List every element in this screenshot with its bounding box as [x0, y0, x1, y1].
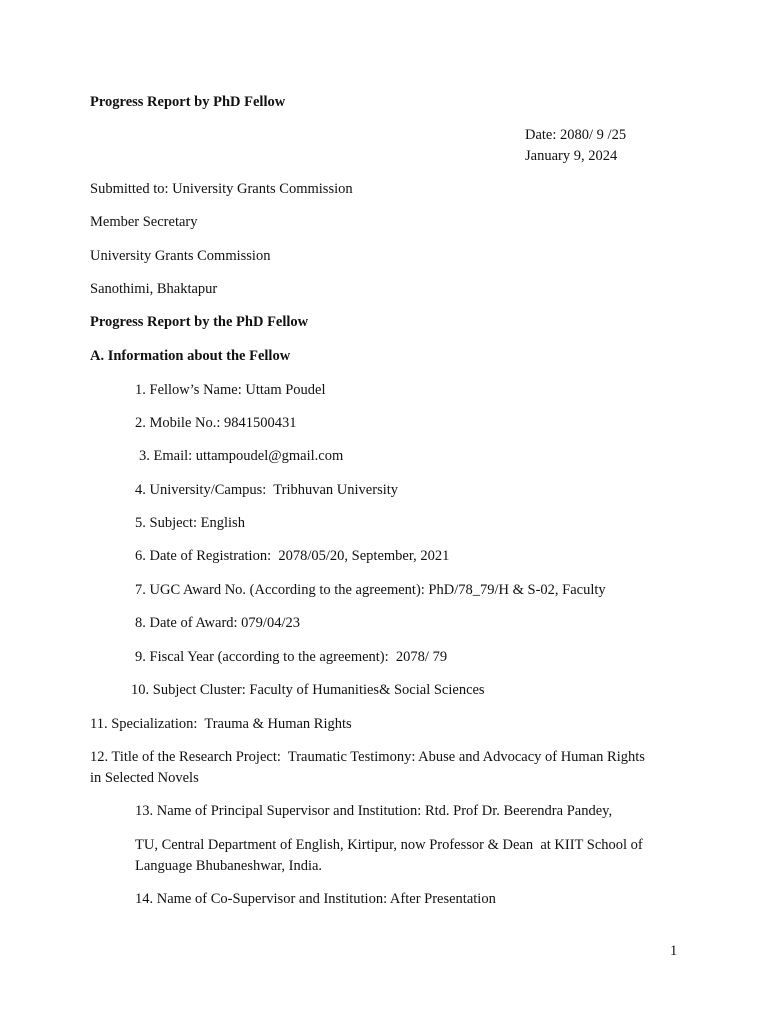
item-principal-supervisor-cont-line2: Language Bhubaneshwar, India.	[135, 858, 323, 874]
item-principal-supervisor-cont-line1: TU, Central Department of English, Kirtipur, now Professor & Dean at KIIT School of	[135, 837, 643, 853]
item-email: 3. Email: uttampoudel@gmail.com	[139, 448, 344, 464]
item-research-title-line2: in Selected Novels	[90, 770, 199, 786]
item-fiscal-year: 9. Fiscal Year (according to the agreement): 2078/ 79	[135, 649, 448, 665]
item-research-title-line1: 12. Title of the Research Project: Traumatic Testimony: Abuse and Advocacy of Human Rights	[90, 749, 645, 765]
item-subject: 5. Subject: English	[135, 515, 245, 531]
item-subject-cluster: 10. Subject Cluster: Faculty of Humanities& Social Sciences	[131, 682, 485, 698]
item-mobile: 2. Mobile No.: 9841500431	[135, 415, 297, 431]
page-number: 1	[670, 943, 678, 959]
section-a-heading: A. Information about the Fellow	[90, 348, 291, 364]
submitted-to: Submitted to: University Grants Commission	[90, 181, 353, 197]
item-co-supervisor: 14. Name of Co-Supervisor and Institution: After Presentation	[135, 891, 496, 907]
item-university: 4. University/Campus: Tribhuvan University	[135, 482, 399, 498]
item-principal-supervisor: 13. Name of Principal Supervisor and Institution: Rtd. Prof Dr. Beerendra Pandey,	[135, 803, 613, 819]
recipient-address: Sanothimi, Bhaktapur	[90, 281, 218, 297]
report-subheading: Progress Report by the PhD Fellow	[90, 314, 309, 330]
recipient-title: Member Secretary	[90, 214, 198, 230]
document-title: Progress Report by PhD Fellow	[90, 94, 286, 110]
item-ugc-award-no: 7. UGC Award No. (According to the agreement): PhD/78_79/H & S-02, Faculty	[135, 582, 606, 598]
item-registration-date: 6. Date of Registration: 2078/05/20, September, 2021	[135, 548, 450, 564]
item-specialization: 11. Specialization: Trauma & Human Rights	[90, 716, 352, 732]
recipient-organization: University Grants Commission	[90, 248, 271, 264]
date-english: January 9, 2024	[525, 148, 618, 164]
item-fellow-name: 1. Fellow’s Name: Uttam Poudel	[135, 382, 326, 398]
item-award-date: 8. Date of Award: 079/04/23	[135, 615, 300, 631]
date-nepali: Date: 2080/ 9 /25	[525, 127, 627, 143]
